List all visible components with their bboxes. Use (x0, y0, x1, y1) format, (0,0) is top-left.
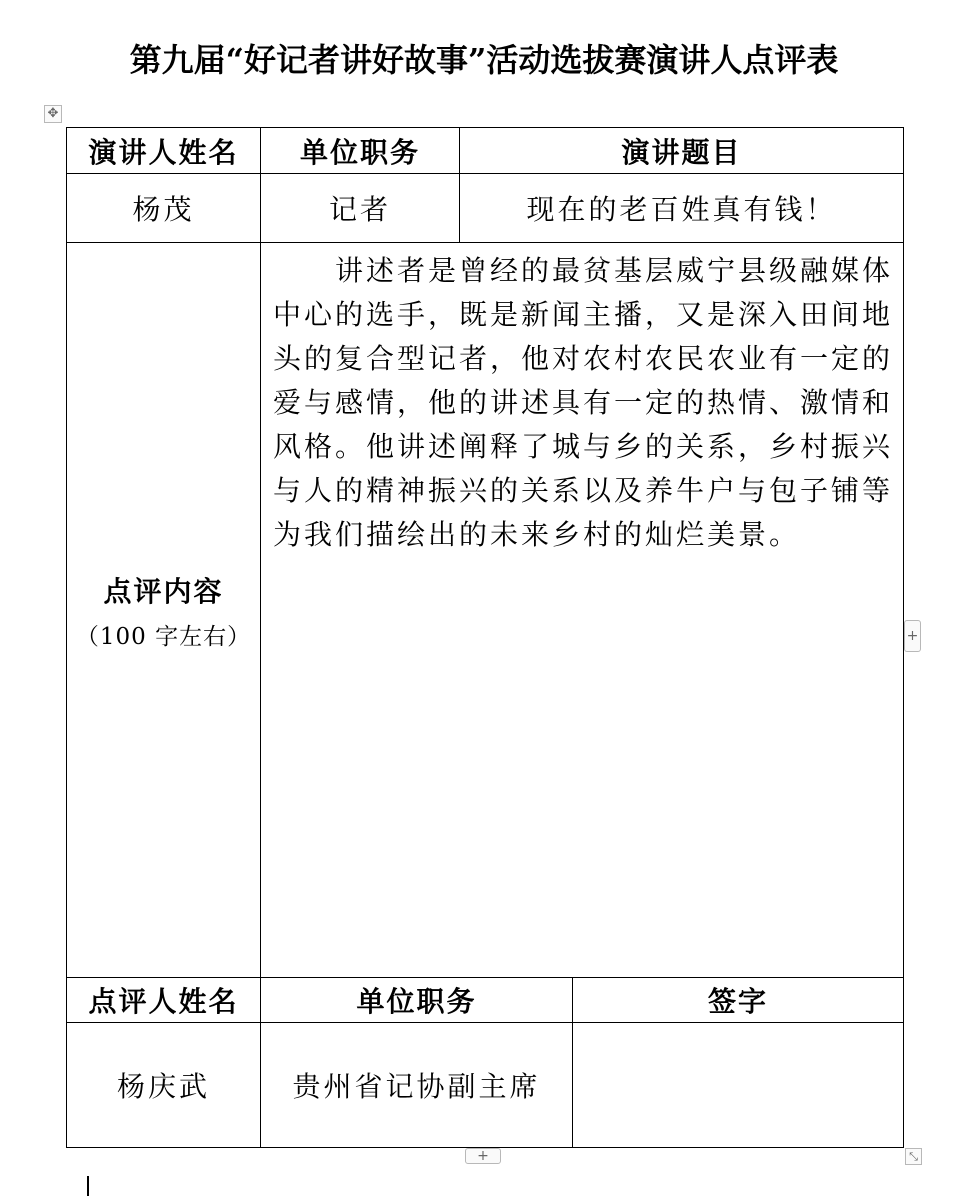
reviewer-value-row (67, 1023, 904, 1148)
reviewer-position-cell[interactable]: 贵州省记协副主席 (261, 1023, 573, 1148)
comment-content-cell[interactable] (261, 243, 904, 978)
speaker-name-cell[interactable]: 杨茂 (67, 174, 261, 243)
table-move-icon[interactable]: ✥ (44, 105, 62, 123)
reviewer-signature-header: 签字 (573, 978, 904, 1023)
add-column-plus-icon[interactable]: + (904, 620, 921, 652)
speaker-name-header: 演讲人姓名 (67, 128, 261, 174)
speaker-position-cell[interactable]: 记者 (261, 174, 460, 243)
add-row-plus-icon[interactable]: + (465, 1148, 501, 1164)
speaker-topic-header: 演讲题目 (460, 128, 904, 174)
comment-label: 点评内容 (103, 574, 224, 608)
speaker-position-header: 单位职务 (261, 128, 460, 174)
comment-row (67, 243, 904, 978)
reviewer-header-row (67, 978, 904, 1023)
evaluation-table (66, 127, 904, 1148)
reviewer-signature-cell[interactable] (573, 1023, 904, 1148)
comment-label-cell (67, 243, 261, 978)
speaker-header-row (67, 128, 904, 174)
text-cursor (87, 1176, 89, 1196)
table-resize-icon[interactable]: ⤡ (905, 1148, 922, 1165)
document-title: 第九届“好记者讲好故事”活动选拔赛演讲人点评表 (129, 41, 839, 79)
reviewer-name-header: 点评人姓名 (67, 978, 261, 1023)
reviewer-name-cell[interactable]: 杨庆武 (67, 1023, 261, 1148)
reviewer-position-header: 单位职务 (261, 978, 573, 1023)
speaker-topic-cell[interactable]: 现在的老百姓真有钱！ (460, 174, 904, 243)
comment-sublabel: （100 字左右） (75, 623, 252, 650)
speaker-value-row (67, 174, 904, 243)
comment-text: 讲述者是曾经的最贫基层威宁县级融媒体中心的选手，既是新闻主播，又是深入田间地头的复合型记者，他对农村农民农业有一定的爱与感情，他的讲述具有一定的热情、激情和风格。他讲述阐释了城与乡的关系，乡村振兴与人的精神振兴的关系以及养牛户与包子铺等为我们描绘出的未来乡村的灿烂美景。 (273, 254, 894, 551)
